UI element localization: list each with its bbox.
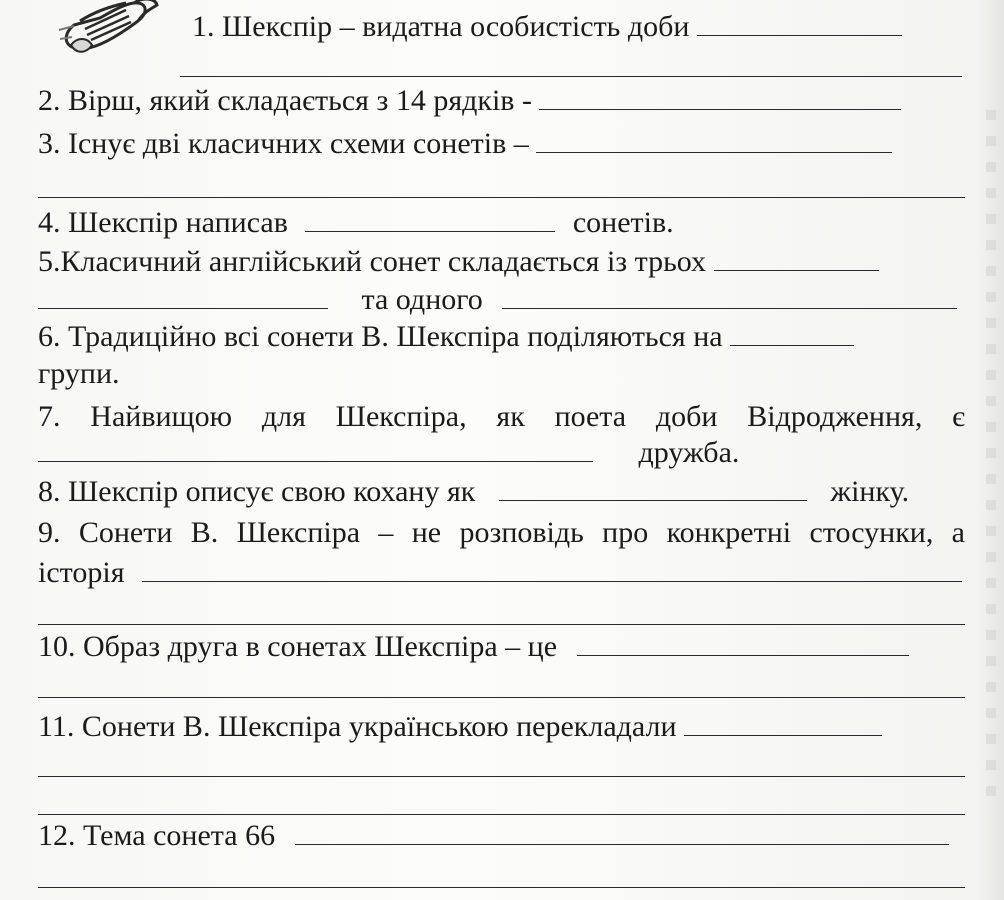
question-10 [38,629,974,665]
answer-3-blank[interactable] [536,128,892,153]
answer-10-blank[interactable] [577,631,909,656]
question-8 [38,474,974,510]
answer-10-continuation-line[interactable] [38,697,965,698]
question-7-continuation [38,435,974,471]
question-3-text: 3. Існує дві класичних схеми сонетів – [38,127,529,160]
question-5-continuation [38,282,974,318]
question-12 [38,818,974,854]
answer-11-blank[interactable] [684,711,882,736]
answer-12-blank[interactable] [295,820,949,845]
question-11-text: 11. Сонети В. Шекспіра українською перекладали [38,710,677,743]
question-4-text: 4. Шекспір написав [38,206,288,239]
question-2-text: 2. Вірш, який складається з 14 рядків - [38,84,532,117]
question-8-text: 8. Шекспір описує свою кохану як [38,475,476,508]
question-2 [38,83,974,119]
answer-5-blank-3[interactable] [502,284,957,309]
answer-5-blank-2[interactable] [38,284,328,309]
question-5-middle: та одного [361,283,483,316]
question-10-text: 10. Образ друга в сонетах Шекспіра – це [38,630,558,663]
question-12-text: 12. Тема сонета 66 [38,819,276,852]
scan-edge-mark [986,110,996,810]
answer-3-continuation-line[interactable] [38,197,965,198]
answer-9-blank[interactable] [142,557,962,582]
question-9-suffix: історія [38,556,125,589]
answer-9-continuation-line[interactable] [38,624,965,625]
question-4 [38,205,974,241]
question-7-text: 7. Найвищою для Шекспіра, як поета доби Відродження, є [38,400,965,433]
answer-1-blank[interactable] [697,11,902,36]
question-3 [38,126,974,162]
answer-1-continuation-line[interactable] [180,76,962,77]
question-7 [38,399,965,435]
answer-11-continuation-line-2[interactable] [38,814,965,815]
answer-6-blank[interactable] [730,321,854,346]
question-6-suffix: групи. [38,357,120,390]
question-9-text: 9. Сонети В. Шекспіра – не розповідь про конкретні стосунки, а [38,516,965,549]
question-1 [192,9,974,45]
question-8-suffix: жінку. [830,475,910,508]
question-5 [38,244,974,280]
question-4-suffix: сонетів. [572,206,674,239]
question-9-continuation [38,555,974,591]
question-5-text: 5.Класичний англійський сонет складається із трьох [38,245,707,278]
answer-11-continuation-line-1[interactable] [38,776,965,777]
question-6 [38,319,974,355]
question-6-end [38,356,974,392]
answer-2-blank[interactable] [539,85,901,110]
scroll-document-icon [56,0,166,60]
answer-8-blank[interactable] [499,476,807,501]
answer-7-blank[interactable] [38,437,593,462]
question-1-text: 1. Шекспір – видатна особистість доби [192,10,690,43]
answer-12-continuation-line[interactable] [38,887,965,888]
question-9 [38,515,965,551]
question-11 [38,709,974,745]
answer-4-blank[interactable] [305,207,555,232]
question-6-text: 6. Традиційно всі сонети В. Шекспіра поділяються на [38,320,723,353]
answer-5-blank-1[interactable] [714,246,879,271]
question-7-suffix: дружба. [638,436,740,469]
